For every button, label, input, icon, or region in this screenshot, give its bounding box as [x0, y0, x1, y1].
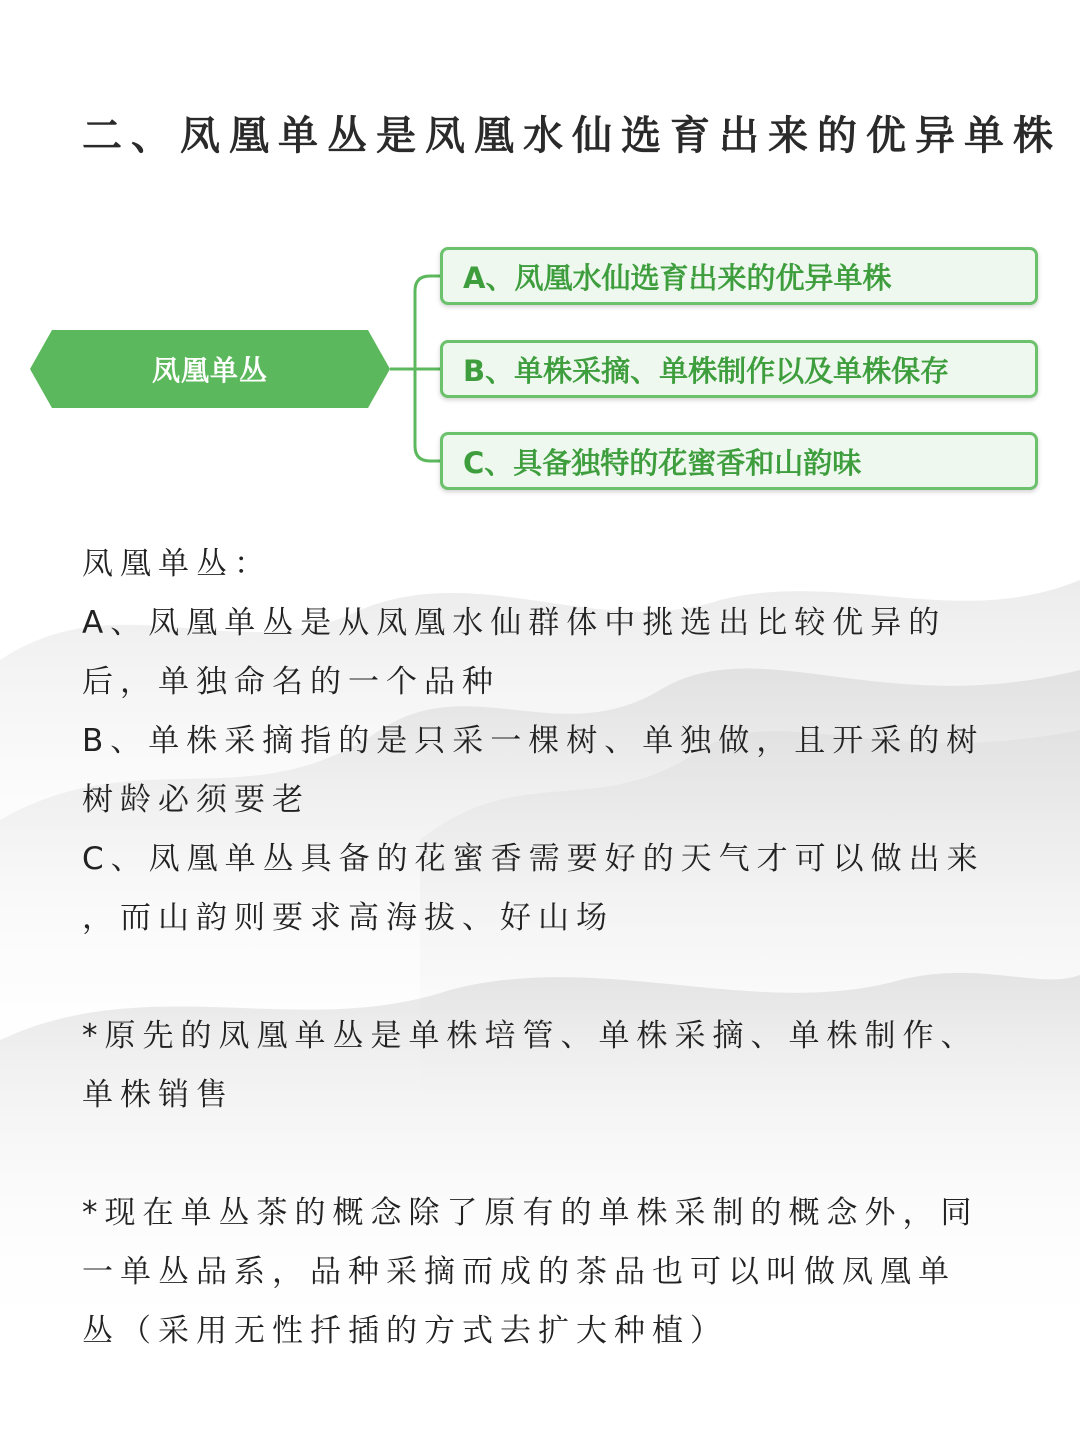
point-c-line-1: C、凤凰单丛具备的花蜜香需要好的天气才可以做出来 — [82, 841, 985, 877]
center-node-label: 凤凰单丛 — [151, 354, 268, 387]
branch-b: B、单株采摘、单株制作以及单株保存 — [440, 340, 1038, 398]
body-text — [82, 535, 1012, 1361]
page-title: 二、凤凰单丛是凤凰水仙选育出来的优异单株 — [82, 113, 1062, 159]
branch-c: C、具备独特的花蜜香和山韵味 — [440, 432, 1038, 490]
branch-a: A、凤凰水仙选育出来的优异单株 — [440, 247, 1038, 305]
note-1-line-2: 单株销售 — [82, 1077, 234, 1113]
paragraph-gap — [82, 948, 1012, 1007]
point-b-line-2: 树龄必须要老 — [82, 782, 310, 818]
point-a-line-1: A、凤凰单丛是从凤凰水仙群体中挑选出比较优异的 — [82, 605, 947, 641]
point-a-line-2: 后，单独命名的一个品种 — [82, 664, 500, 700]
note-1-line-1: *原先的凤凰单丛是单株培管、单株采摘、单株制作、 — [82, 1018, 979, 1054]
mind-map-diagram — [0, 230, 1080, 510]
point-b-line-1: B、单株采摘指的是只采一棵树、单独做，且开采的树 — [82, 723, 985, 759]
note-2-line-3: 丛（采用无性扦插的方式去扩大种植） — [82, 1313, 728, 1349]
note-2-line-2: 一单丛品系，品种采摘而成的茶品也可以叫做凤凰单 — [82, 1254, 956, 1290]
paragraph-gap — [82, 1125, 1012, 1184]
point-c-line-2: ，而山韵则要求高海拔、好山场 — [82, 900, 614, 936]
note-2-line-1: *现在单丛茶的概念除了原有的单株采制的概念外，同 — [82, 1195, 979, 1231]
body-heading: 凤凰单丛： — [82, 546, 272, 582]
